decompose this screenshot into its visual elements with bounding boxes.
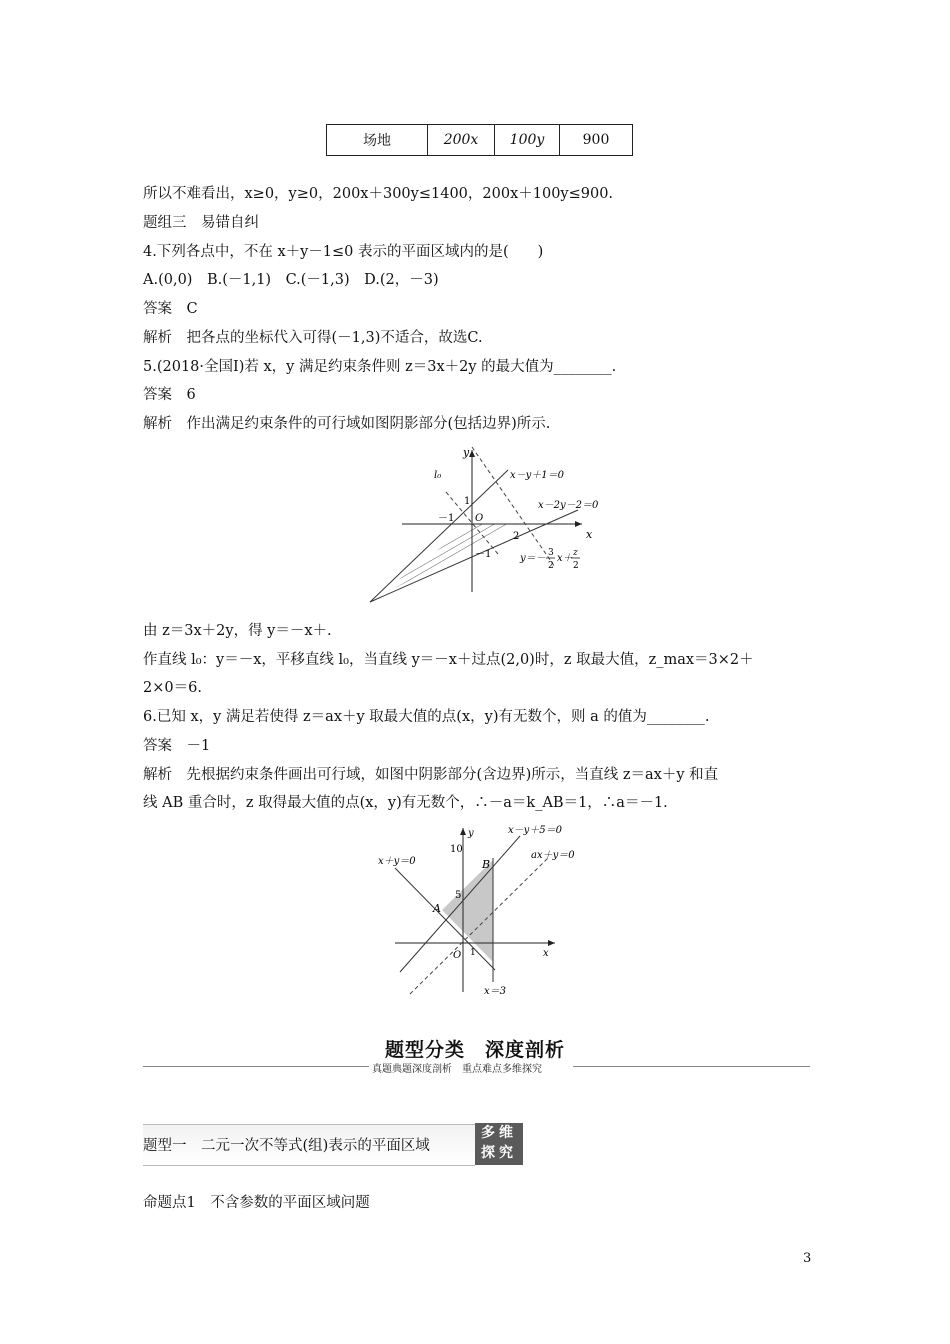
badge-top: 多维 — [481, 1125, 517, 1141]
line-x3-label: x＝3 — [484, 986, 507, 997]
section-subtitle: 真题典题深度剖析 重点难点多维探究 — [372, 1064, 542, 1075]
x-label: x — [586, 528, 593, 541]
tick-neg1-x: －1 — [438, 513, 455, 524]
tick-neg1-y: －1 — [475, 549, 492, 560]
origin-label: O — [453, 950, 462, 961]
heading-group3: 题组三 易错自纠 — [143, 215, 259, 231]
annotation-x-plus: x＋ — [557, 553, 573, 564]
table-cell: 900 — [560, 125, 633, 156]
figure-2 — [370, 822, 600, 1000]
badge-bottom: 探究 — [481, 1145, 517, 1161]
divider-right — [573, 1066, 810, 1067]
text-line: 所以不难看出，x≥0，y≥0，200x＋300y≤1400，200x＋100y≤900. — [143, 186, 614, 202]
y-axis-arrow — [460, 828, 466, 835]
origin-label: O — [475, 513, 484, 524]
line-top-label: x－y＋5＝0 — [508, 825, 563, 836]
question-4-options: A.(0,0) B.(－1,1) C.(－1,3) D.(2，－3) — [143, 272, 439, 288]
divider-left — [143, 1066, 369, 1067]
line1-label: x－y＋1＝0 — [510, 470, 565, 481]
x-axis-arrow — [548, 940, 555, 946]
tick-1: 1 — [464, 496, 471, 507]
annotation-y-eq: y＝－ — [520, 553, 546, 564]
text-line: 2×0＝6. — [143, 680, 202, 696]
figure-1 — [360, 442, 610, 607]
multi-explore-badge — [475, 1123, 523, 1165]
feasible-region — [372, 524, 518, 600]
y-label: y — [468, 828, 474, 839]
line-ax-label: ax＋y＝0 — [531, 850, 575, 861]
analysis-6: 解析 先根据约束条件画出可行域，如图中阴影部分(含边界)所示，当直线 z＝ax＋y 和直 — [143, 767, 719, 783]
y-label: y — [463, 446, 470, 459]
proposition-point-1: 命题点1 不含参数的平面区域问题 — [143, 1195, 370, 1211]
tick-2: 2 — [513, 531, 520, 542]
data-table — [326, 124, 633, 156]
text-line: 由 z＝3x＋2y，得 y＝－x＋. — [143, 623, 332, 639]
annotation-frac2-den: 2 — [573, 561, 579, 571]
answer-4: 答案 C — [143, 301, 198, 317]
table-cell: 200x — [428, 125, 495, 156]
page-number: 3 — [803, 1251, 812, 1266]
analysis-6-cont: 线 AB 重合时，z 取得最大值的点(x，y)有无数个，∴－a＝k_AB＝1，∴a＝－1. — [143, 795, 668, 811]
question-5: 5.(2018·全国Ⅰ)若 x，y 满足约束条件则 z＝3x＋2y 的最大值为________. — [143, 359, 617, 375]
text-line: 作直线 l₀：y＝－x，平移直线 l₀，当直线 y＝－x＋过点(2,0)时，z 取最大值，z_max＝3×2＋ — [143, 652, 754, 668]
analysis-4: 解析 把各点的坐标代入可得(－1,3)不适合，故选C. — [143, 330, 483, 346]
answer-6: 答案 －1 — [143, 738, 211, 754]
annotation-frac2-num: z — [573, 548, 578, 558]
tick-5: 5 — [455, 890, 462, 901]
y-axis-arrow — [469, 450, 475, 457]
tick-1: 1 — [470, 948, 476, 958]
point-b-label: B — [482, 858, 491, 871]
section-title: 题型分类 深度剖析 — [384, 1039, 565, 1061]
l0-label: l₀ — [434, 470, 442, 481]
line-sum-label: x＋y＝0 — [378, 856, 416, 867]
table-row — [327, 125, 633, 156]
table-cell: 100y — [495, 125, 560, 156]
point-a-label: A — [433, 902, 441, 915]
annotation-frac1-den: 2 — [548, 561, 554, 571]
question-6: 6.已知 x，y 满足若使得 z＝ax＋y 取最大值的点(x，y)有无数个，则 a 的值为________. — [143, 709, 710, 725]
table-cell: 场地 — [327, 125, 428, 156]
annotation-frac1-num: 3 — [548, 548, 554, 558]
x-label: x — [543, 948, 549, 959]
answer-5: 答案 6 — [143, 387, 196, 403]
tick-10: 10 — [450, 844, 463, 855]
line2-label: x－2y－2＝0 — [538, 500, 599, 511]
question-4: 4.下列各点中，不在 x＋y－1≤0 表示的平面区域内的是( ) — [143, 244, 544, 260]
type-heading: 题型一 二元一次不等式(组)表示的平面区域 — [143, 1138, 430, 1154]
x-axis-arrow — [575, 521, 582, 527]
analysis-5: 解析 作出满足约束条件的可行域如图阴影部分(包括边界)所示. — [143, 416, 551, 432]
